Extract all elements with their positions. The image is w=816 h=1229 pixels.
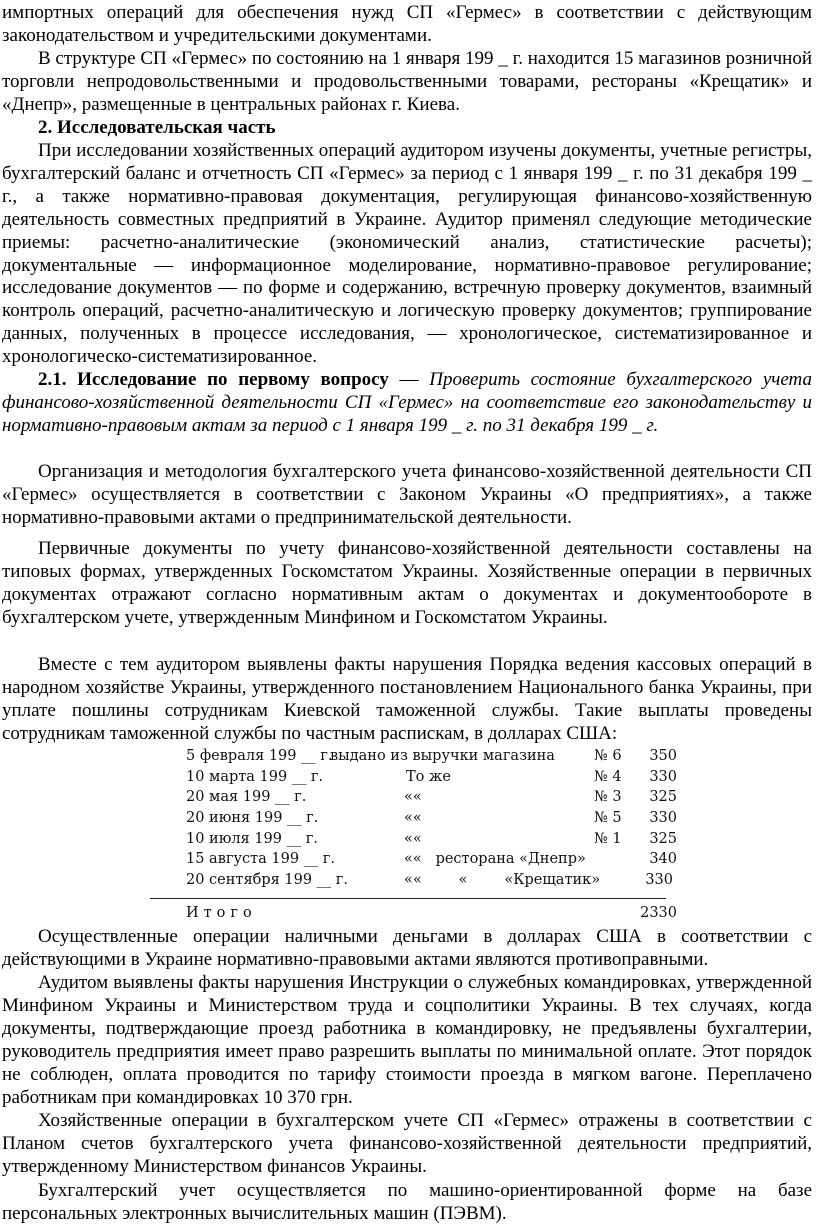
payment-note: «« bbox=[404, 789, 422, 806]
payments-table bbox=[182, 746, 677, 891]
payment-date: 20 июня 199 __ г. bbox=[186, 810, 319, 827]
paragraph-intro-tail: импортных операций для обеспечения нужд СП «Гермес» в соответствии с действующим законодательством и учредительскими документами. bbox=[2, 2, 812, 46]
payment-note: «« bbox=[404, 830, 422, 847]
paragraph-illegal-operations: Осуществленные операции наличными деньгами в долларах США в соответствии с действующими в Украине нормативно-правовыми актами являются противоправными. bbox=[2, 926, 812, 970]
subsection-dash: — bbox=[388, 369, 430, 390]
paragraph-structure: В структуре СП «Гермес» по состоянию на 1 января 199 _ г. находится 15 магазинов розничной торговли непродовольственными и продовольственными товарами, рестораны «Крещатик» и «Днепр», размещенные в центральных районах г. Киева. bbox=[2, 48, 812, 115]
paragraph-accounting-form: Бухгалтерский учет осуществляется по машино-ориентированной форме на базе персональных электронных вычислительных машин (ПЭВМ). bbox=[2, 1180, 812, 1224]
paragraph-violations: Вместе с тем аудитором выявлены факты нарушения Порядка ведения кассовых операций в народном хозяйстве Украины, утвержденного постановлением Национального банка Украины, при уплате пошлины сотрудникам Киевской таможенной службы. Такие выплаты проведены сотрудникам таможенной службы по частным распискам, в долларах США: bbox=[2, 654, 812, 744]
payment-receipt-number: № 3 bbox=[594, 789, 622, 806]
payment-amount: 330 bbox=[645, 872, 673, 889]
table-total-row bbox=[182, 902, 677, 924]
payment-receipt-number: № 1 bbox=[594, 830, 622, 847]
table-row bbox=[182, 787, 677, 808]
payment-note: То же bbox=[406, 768, 451, 785]
payment-receipt-number: № 5 bbox=[594, 810, 622, 827]
payment-date: 15 августа 199 __ г. bbox=[186, 851, 335, 868]
payment-date: 5 февраля 199 __ г. bbox=[186, 748, 333, 764]
payment-date: 20 сентября 199 __ г. bbox=[186, 872, 348, 889]
payment-receipt-number: № 6 bbox=[594, 748, 622, 764]
paragraph-business-trips: Аудитом выявлены факты нарушения Инструкции о служебных командировках, утвержденной Минфином Украины и Министерством труда и соцполитики Украины. В тех случаях, когда документы, подтверждающие проезд работника в командировку, не предъявлены бухгалтерии, руководитель предприятия имеет право разрешить выплаты по минимальной оплате. Этот порядок не соблюден, оплата проводится по тарифу стоимости проезда в мягком вагоне. Переплачено работникам при командировках 10 370 грн. bbox=[2, 972, 812, 1108]
paragraph-primary-docs: Первичные документы по учету финансово-хозяйственной деятельности составлены на типовых формах, утвержденных Госкомстатом Украины. Хозяйственные операции в первичных документах отражают согласно нормативным актам о документах и документообороте в бухгалтерском учете, утвержденным Минфином и Госкомстатом Украины. bbox=[2, 538, 812, 628]
subsection-title: 2.1. Исследование по первому вопросу bbox=[38, 369, 389, 390]
subsection-question: Проверить состояние бухгалтерского учета финансово-хозяйственной деятельности СП «Гермес» на соответствие его законодательству и нормативно-правовым актам за период с 1 января 199 _ г. по 31 декабря 199 _ г. bbox=[2, 369, 812, 436]
payment-receipt-number: № 4 bbox=[594, 768, 622, 785]
payment-amount: 330 bbox=[649, 810, 677, 827]
payment-amount: 325 bbox=[649, 830, 677, 847]
table-row bbox=[182, 870, 677, 891]
payment-amount: 350 bbox=[649, 748, 677, 764]
subsection-heading-2-1 bbox=[2, 369, 812, 438]
table-total-divider bbox=[150, 898, 666, 899]
total-amount: 2330 bbox=[640, 905, 677, 921]
payment-date: 20 мая 199 __ г. bbox=[186, 789, 307, 806]
payment-date: 10 июля 199 __ г. bbox=[186, 830, 318, 847]
payment-note: «« bbox=[404, 810, 422, 827]
paragraph-research: При исследовании хозяйственных операций аудитором изучены документы, учетные регистры, бухгалтерский баланс и отчетность СП «Гермес» за период с 1 января 199 _ г. по 31 декабря 199 _ г., а также нормативно-правовая документация, регулирующая финансово-хозяйственную деятельность совместных предприятий в Украине. Аудитор применял следующие методические приемы: расчетно-аналитические (экономический анализ, статистические расчеты); документальные — информационное моделирование, нормативно-правовое регулирование; исследование документов — по форме и содержанию, встречную проверку документов, взаимный контроль операций, расчетно-аналитическую и логическую проверку документов; группирование данных, полученных в процессе исследования, — хронологическое, систематизированное и хронологическо-систематизированное. bbox=[2, 140, 812, 368]
table-row bbox=[182, 829, 677, 850]
payment-amount: 340 bbox=[649, 851, 677, 868]
payment-amount: 330 bbox=[649, 768, 677, 785]
payment-date: 10 марта 199 __ г. bbox=[186, 768, 324, 785]
table-row bbox=[182, 767, 677, 788]
payment-note: «« « «Крещатик» bbox=[404, 872, 601, 889]
table-row bbox=[182, 849, 677, 870]
payment-note: «« ресторана «Днепр» bbox=[404, 851, 586, 868]
payment-note: выдано из выручки магазина bbox=[330, 748, 555, 764]
paragraph-chart-of-accounts: Хозяйственные операции в бухгалтерском учете СП «Гермес» отражены в соответствии с Планом счетов бухгалтерского учета финансово-хозяйственной деятельности предприятий, утвержденному Министерством финансов Украины. bbox=[2, 1110, 812, 1177]
section-heading-research: 2. Исследовательская часть bbox=[38, 117, 276, 138]
table-row bbox=[182, 746, 677, 767]
payment-amount: 325 bbox=[649, 789, 677, 806]
total-label: Итого bbox=[186, 905, 257, 921]
paragraph-organization: Организация и методология бухгалтерского учета финансово-хозяйственной деятельности СП «Гермес» осуществляется в соответствии с Законом Украины «О предприятиях», а также нормативно-правовыми актами о предпринимательской деятельности. bbox=[2, 461, 812, 528]
table-row bbox=[182, 808, 677, 829]
